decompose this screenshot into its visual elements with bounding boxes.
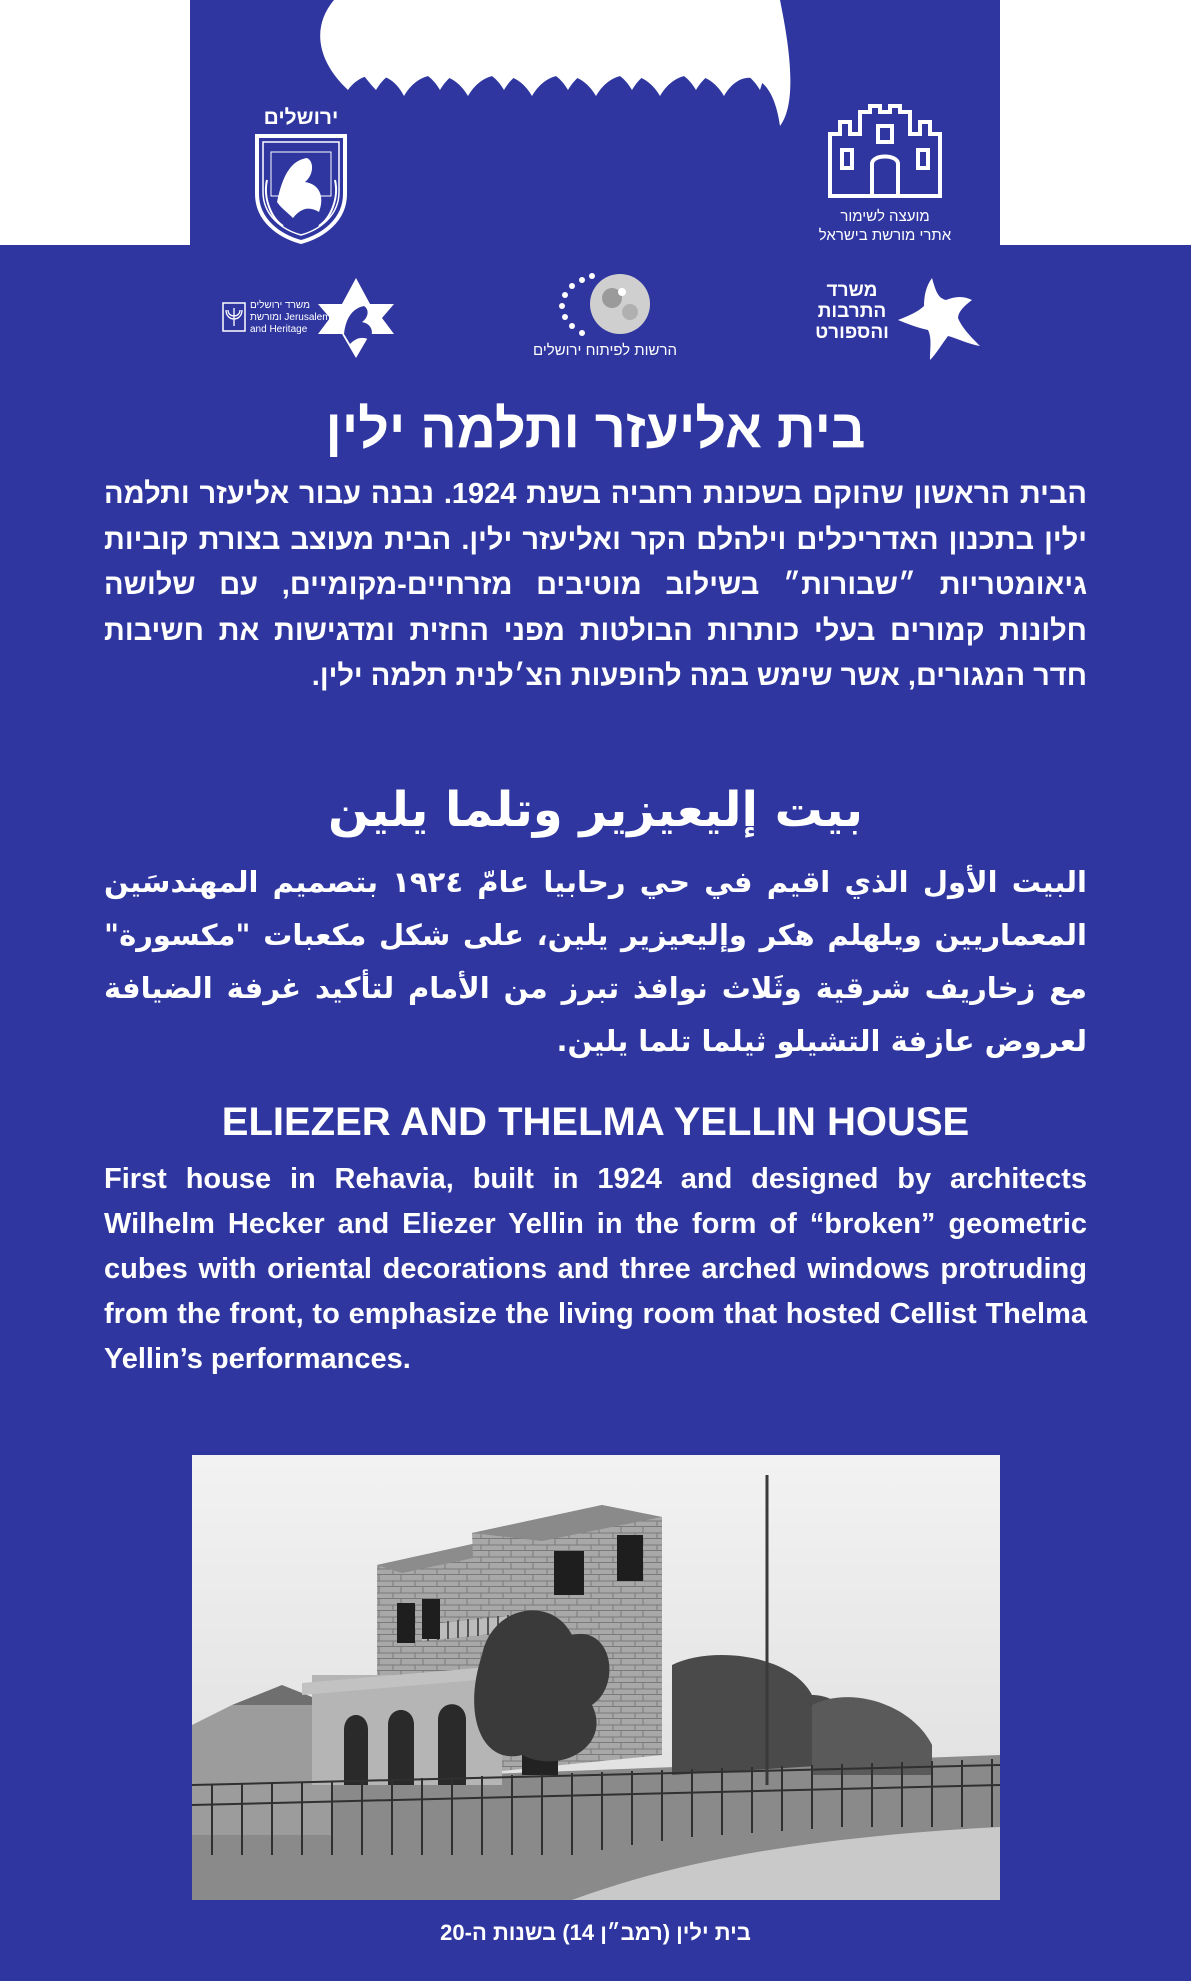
- jerusalem-emblem-label: ירושלים: [263, 106, 339, 129]
- heritage-ministry-line2: ומורשת Jerusalem: [250, 312, 331, 323]
- castle-icon: [826, 104, 944, 200]
- historic-house-photo: [192, 1455, 1000, 1900]
- culture-ministry-line2: התרבות: [817, 301, 887, 322]
- globe-icon: [552, 272, 668, 340]
- development-authority-label: הרשות לפיתוח ירושלים: [532, 342, 678, 359]
- heritage-council-logo: [800, 104, 970, 244]
- crenel-notch-left: [334, 0, 780, 90]
- flame-star-icon: [896, 276, 982, 362]
- arabic-title: بيت إليعيزير وتلما يلين: [327, 782, 864, 838]
- english-body: First house in Rehavia, built in 1924 and designed by architects Wilhelm Hecker and Eliezer Yellin in the form of “broken” geometric cubes with oriental decorations and three arched windows protruding from the front, to emphasize the living room that hosted Cellist Thelma Yellin’s performances.: [104, 1163, 1087, 1375]
- jerusalem-emblem: [244, 106, 358, 244]
- english-title: ELIEZER AND THELMA YELLIN HOUSE: [221, 1100, 970, 1144]
- heritage-ministry-line1: משרד ירושלים: [249, 300, 310, 311]
- arabic-body: البيت الأول الذي اقيم في حي رحابيا عامّ ١٩٢٤ بتصميم المهندسَين المعماريين ويلهلم هكر وإليعيزير يلين، على شكل مكعبات "مكسورة" مع زخاريف شرقية وثَلاث نوافذ تبرز من الأمام لتأكيد غرفة الضيافة لعروض عازفة التشيلو ثيلما تلما يلين.: [104, 865, 1087, 1058]
- development-authority-logo: [520, 272, 690, 364]
- lion-shield-icon: [253, 132, 349, 244]
- heritage-council-line1: מועצה לשימור: [840, 208, 930, 225]
- heritage-ministry-line3: and Heritage: [250, 324, 308, 335]
- photo-caption: בית ילין (רמב״ן 14) בשנות ה-20: [440, 1920, 751, 1945]
- culture-ministry-line3: והספורט: [815, 322, 889, 343]
- culture-ministry-logo: [812, 276, 982, 362]
- culture-ministry-line1: משרד: [826, 280, 878, 301]
- hebrew-body: הבית הראשון שהוקם בשכונת רחביה בשנת 1924. נבנה עבור אליעזר ותלמה ילין בתכנון האדריכלים וילהלם הקר ואליעזר ילין. הבית מעוצב בצורת קוביות גיאומטריות ״שבורות״ בשילוב מוטיבים מזרחיים-מקומיים, עם שלושה חלונות קמורים בעלי כותרות הבולטות מפני החזית ומדגישות את חשיבות חדר המגורים, אשר שימש במה להופעות הצ׳לנית תלמה ילין.: [104, 478, 1087, 692]
- heritage-ministry-logo: [220, 276, 396, 362]
- star-lion-icon: [316, 276, 396, 360]
- menorah-icon: [222, 302, 246, 332]
- hebrew-title: בית אליעזר ותלמה ילין: [325, 399, 866, 459]
- heritage-council-line2: אתרי מורשת בישראל: [818, 227, 952, 244]
